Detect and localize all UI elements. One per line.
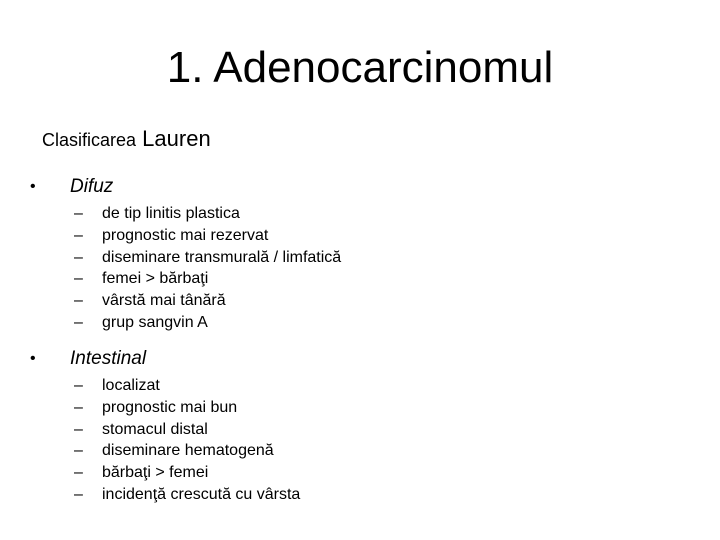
bullet-label: Intestinal [70,348,147,369]
list-item-text: grup sangvin A [102,313,208,331]
list-item-text: vârstă mai tânără [102,292,226,310]
list-item-text: femei > bărbaţi [102,270,209,288]
bullet-icon: • [30,178,36,195]
bullet-label: Difuz [70,176,114,197]
dash-icon: – [74,398,83,416]
dash-icon: – [74,248,83,266]
dash-icon: – [74,464,83,482]
list-item-text: bărbaţi > femei [102,464,209,482]
dash-icon: – [74,313,83,331]
list-item-text: stomacul distal [102,420,208,438]
dash-icon: – [74,226,83,244]
bullet-icon: • [30,350,36,367]
subtitle-part-1: Clasificarea [42,130,137,150]
dash-icon: – [74,205,83,222]
list-item-text: prognostic mai rezervat [102,226,269,244]
dash-icon: – [74,377,83,394]
subtitle [42,124,211,155]
subtitle-part-2: Lauren [142,126,211,151]
dash-icon: – [74,270,83,288]
list-item-text: diseminare hematogenă [102,442,274,460]
slide-title: 1. Adenocarcinomul [166,43,554,92]
dash-icon: – [74,485,83,503]
list-item-text: diseminare transmurală / limfatică [102,248,342,266]
list-item-text: incidenţă crescută cu vârsta [102,485,301,503]
list-item-text: prognostic mai bun [102,398,238,416]
dash-icon: – [74,442,83,460]
dash-icon: – [74,420,83,438]
list-item-text: de tip linitis plastica [102,205,240,222]
list-item-text: localizat [102,377,160,394]
dash-icon: – [74,292,83,310]
